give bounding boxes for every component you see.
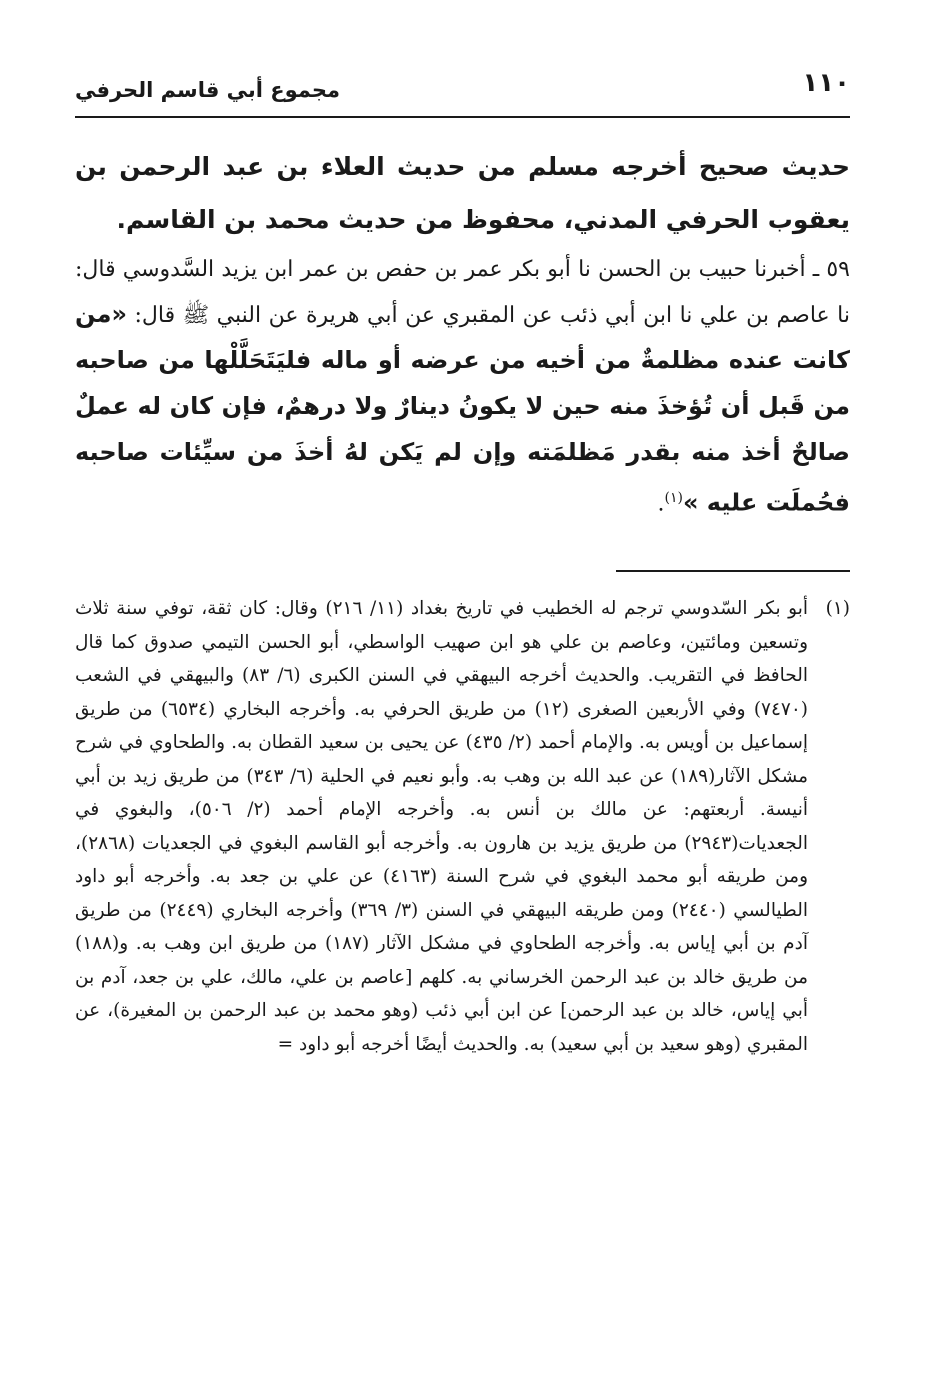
hadith-matn: «من كانت عنده مظلمةٌ من أخيه من عرضه أو ماله فليَتَحَلَّلْها من صاحبه من قَبل أن تُؤخذَ منه حين لا يكونُ دينارٌ ولا درهمٌ، فإن كان له عملٌ صالحٌ أخذ منه بقدر مَظلمَته وإن لم يَكن لهُ أخذَ من سيِّئات صاحبه فحُملَت عليه » <box>75 300 850 517</box>
hadith-end-punct: . <box>657 491 665 517</box>
footnotes <box>75 592 850 1061</box>
page-header <box>75 62 850 114</box>
footnote <box>75 592 850 1061</box>
running-title: مجموع أبي قاسم الحرفي <box>75 78 341 102</box>
hadith-paragraph <box>75 248 850 526</box>
intro-paragraph: حديث صحيح أخرجه مسلم من حديث العلاء بن عبد الرحمن بن يعقوب الحرفي المدني، محفوظ من حديث محمد بن القاسم. <box>75 152 850 234</box>
main-text <box>75 140 850 526</box>
hadith-isnad: ٥٩ ـ أخبرنا حبيب بن الحسن نا أبو بكر عمر بن حفص بن عمر ابن يزيد السَّدوسي قال: نا عاصم بن علي نا ابن أبي ذئب عن المقبري عن أبي هريرة عن النبي ﷺ قال: <box>75 257 850 328</box>
footnote-text: أبو بكر السّدوسي ترجم له الخطيب في تاريخ بغداد (١١/ ٢١٦) وقال: كان ثقة، توفي سنة ثلاث وتسعين ومائتين، وعاصم بن علي هو ابن صهيب الواسطي، أبو الحسن التيمي صدوق كما قال الحافظ في التقريب. والحديث أخرجه البيهقي في السنن الكبرى (٦/ ٨٣) والبيهقي في الشعب (٧٤٧٠) وفي الأربعين الصغرى (١٢) من طريق الحرفي به. وأخرجه البخاري (٦٥٣٤) من طريق إسماعيل بن أويس به. والإمام أحمد (٢/ ٤٣٥) عن يحيى بن سعيد القطان به. والطحاوي في شرح مشكل الآثار(١٨٩) عن عبد الله بن وهب به. وأبو نعيم في الحلية (٦/ ٣٤٣) من طريق زيد بن أبي أنيسة. أربعتهم: عن مالك بن أنس به. وأخرجه الإمام أحمد (٢/ ٥٠٦)، والبغوي في الجعديات(٢٩٤٣) من طريق يزيد بن هارون به. وأخرجه أبو القاسم البغوي في الجعديات (٢٨٦٨)، ومن طريقه أبو محمد البغوي في شرح السنة (٤١٦٣) عن علي بن جعد به. وأخرجه أبو داود الطيالسي (٢٤٤٠) ومن طريقه البيهقي في السنن (٣/ ٣٦٩) وأخرجه البخاري (٢٤٤٩) من طريق آدم بن أبي إياس به. وأخرجه الطحاوي في مشكل الآثار (١٨٧) من طريق ابن وهب به. و(١٨٨) من طريق خالد بن عبد الرحمن الخرساني به. كلهم [عاصم بن علي، مالك، علي بن جعد، آدم بن أبي إياس، خالد بن عبد الرحمن] عن ابن أبي ذئب (وهو محمد بن عبد الرحمن بن المغيرة)، عن المقبري (وهو سعيد بن أبي سعيد) به. والحديث أيضًا أخرجه أبو داود = <box>75 598 809 1055</box>
footnote-marker: (١) <box>825 598 850 619</box>
footnote-rule <box>616 570 850 572</box>
page-number: ١١٠ <box>802 68 850 98</box>
footnote-reference: (١) <box>664 490 683 506</box>
header-rule <box>75 116 850 118</box>
